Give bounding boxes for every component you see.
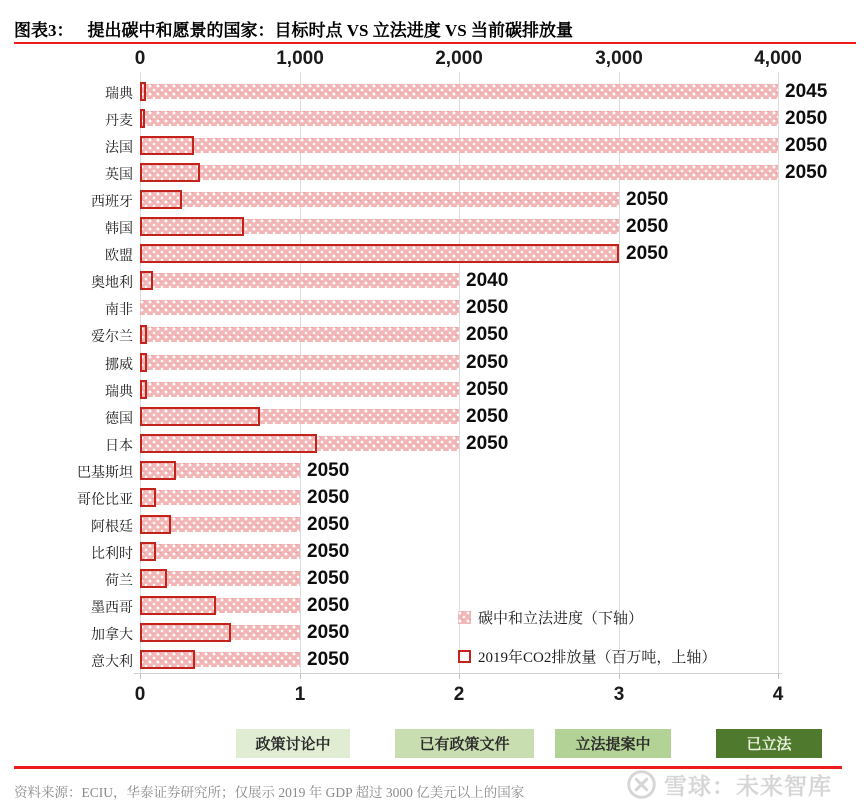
target-year-label: 2050 — [626, 243, 669, 265]
co2-bar — [140, 136, 194, 155]
figure-title: 提出碳中和愿景的国家：目标时点 VS 立法进度 VS 当前碳排放量 — [87, 21, 573, 40]
source-note: 资料来源：ECIU，华泰证券研究所；仅展示 2019 年 GDP 超过 3000 亿美元以上的国家 — [14, 785, 525, 800]
title-underline — [14, 42, 856, 44]
co2-bar — [140, 190, 182, 209]
country-label: 墨西哥 — [91, 600, 133, 616]
co2-bar — [140, 271, 153, 290]
progress-bar — [140, 327, 459, 342]
target-year-label: 2050 — [466, 351, 509, 373]
country-label: 挪威 — [105, 357, 133, 373]
top-axis-tick-label: 4,000 — [754, 48, 802, 69]
co2-bar — [140, 244, 619, 263]
country-label: 西班牙 — [91, 195, 133, 211]
outline-swatch-icon — [458, 650, 471, 663]
target-year-label: 2050 — [785, 135, 828, 157]
target-year-label: 2050 — [466, 378, 509, 400]
country-label: 瑞典 — [105, 87, 133, 102]
co2-bar — [140, 380, 147, 399]
country-label: 荷兰 — [105, 573, 133, 589]
target-year-label: 2050 — [466, 432, 509, 454]
status-chip: 立法提案中 — [555, 729, 671, 758]
progress-bar — [140, 138, 778, 153]
country-label: 奥地利 — [91, 276, 133, 292]
target-year-label: 2050 — [466, 297, 509, 319]
target-year-label: 2050 — [466, 324, 509, 346]
co2-bar — [140, 325, 147, 344]
country-label: 哥伦比亚 — [77, 492, 133, 508]
gridline — [459, 72, 460, 673]
target-year-label: 2050 — [307, 649, 350, 671]
country-label: 巴基斯坦 — [77, 465, 133, 481]
progress-bar — [140, 273, 459, 288]
top-axis-tick-label: 1,000 — [276, 48, 324, 69]
country-label: 英国 — [105, 168, 133, 184]
co2-bar — [140, 82, 146, 101]
country-label: 爱尔兰 — [91, 330, 133, 346]
target-year-label: 2050 — [307, 594, 350, 616]
country-label: 法国 — [105, 141, 133, 157]
country-label: 加拿大 — [91, 628, 133, 643]
bottom-axis-tick-label: 1 — [294, 684, 306, 705]
figure-number: 图表3： — [14, 21, 74, 40]
gridline — [300, 72, 301, 673]
country-label: 瑞典 — [105, 384, 133, 400]
country-label: 南非 — [105, 303, 133, 319]
target-year-label: 2050 — [307, 459, 350, 481]
watermark-text: 雪球：未来智库 — [664, 774, 832, 799]
target-year-label: 2040 — [466, 270, 509, 292]
co2-bar — [140, 542, 156, 561]
legend-co2-label: 2019年CO2排放量（百万吨，上轴） — [478, 650, 717, 666]
progress-bar — [140, 355, 459, 370]
bottom-axis-tick-label: 3 — [613, 684, 625, 705]
target-year-label: 2050 — [307, 567, 350, 589]
co2-bar — [140, 217, 244, 236]
country-label: 德国 — [105, 411, 133, 427]
country-label: 日本 — [105, 438, 133, 454]
co2-bar — [140, 596, 216, 615]
progress-bar — [140, 111, 778, 126]
co2-bar — [140, 488, 156, 507]
co2-bar — [140, 461, 176, 480]
country-label: 意大利 — [91, 655, 133, 671]
plot-baseline — [134, 673, 782, 674]
target-year-label: 2050 — [785, 162, 828, 184]
target-year-label: 2045 — [785, 81, 828, 102]
top-axis-tick-label: 2,000 — [435, 48, 483, 69]
progress-bar — [140, 192, 619, 207]
status-chip: 已有政策文件 — [395, 729, 534, 758]
legend-item-co2 — [458, 646, 716, 667]
bottom-axis-tick-label: 0 — [134, 684, 146, 705]
progress-bar — [140, 300, 459, 315]
top-axis-tick-label: 3,000 — [595, 48, 643, 69]
target-year-label: 2050 — [785, 108, 828, 130]
legend-item-progress — [458, 607, 643, 628]
bottom-axis-tick-label: 2 — [453, 684, 465, 705]
co2-bar — [140, 163, 200, 182]
gridline — [778, 72, 779, 673]
target-year-label: 2050 — [307, 486, 350, 508]
target-year-label: 2050 — [466, 405, 509, 427]
co2-bar — [140, 407, 260, 426]
gridline — [619, 72, 620, 673]
progress-bar — [140, 165, 778, 180]
target-year-label: 2050 — [626, 216, 669, 238]
progress-bar — [140, 490, 300, 505]
page-title — [14, 16, 854, 41]
snowball-logo-icon — [626, 769, 657, 800]
country-label: 阿根廷 — [91, 519, 133, 535]
co2-bar — [140, 623, 231, 642]
co2-bar — [140, 650, 195, 669]
co2-bar — [140, 353, 147, 372]
country-label: 韩国 — [105, 222, 133, 238]
target-year-label: 2050 — [307, 622, 350, 643]
country-label: 欧盟 — [105, 249, 133, 265]
bottom-axis-tick-label: 4 — [772, 684, 784, 705]
status-chip: 已立法 — [716, 729, 822, 758]
co2-bar — [140, 434, 317, 453]
country-label: 比利时 — [91, 546, 133, 562]
target-year-label: 2050 — [307, 513, 350, 535]
hatch-swatch-icon — [458, 611, 471, 624]
co2-bar — [140, 109, 145, 128]
target-year-label: 2050 — [626, 189, 669, 211]
top-axis-tick-label: 0 — [134, 48, 146, 69]
target-year-label: 2050 — [307, 540, 350, 562]
progress-bar — [140, 84, 778, 99]
co2-bar — [140, 515, 171, 534]
co2-bar — [140, 569, 167, 588]
country-label: 丹麦 — [105, 114, 133, 130]
legend-progress-label: 碳中和立法进度（下轴） — [478, 611, 644, 627]
watermark — [626, 768, 832, 801]
status-chip: 政策讨论中 — [236, 729, 350, 758]
progress-bar — [140, 544, 300, 559]
progress-bar — [140, 382, 459, 397]
